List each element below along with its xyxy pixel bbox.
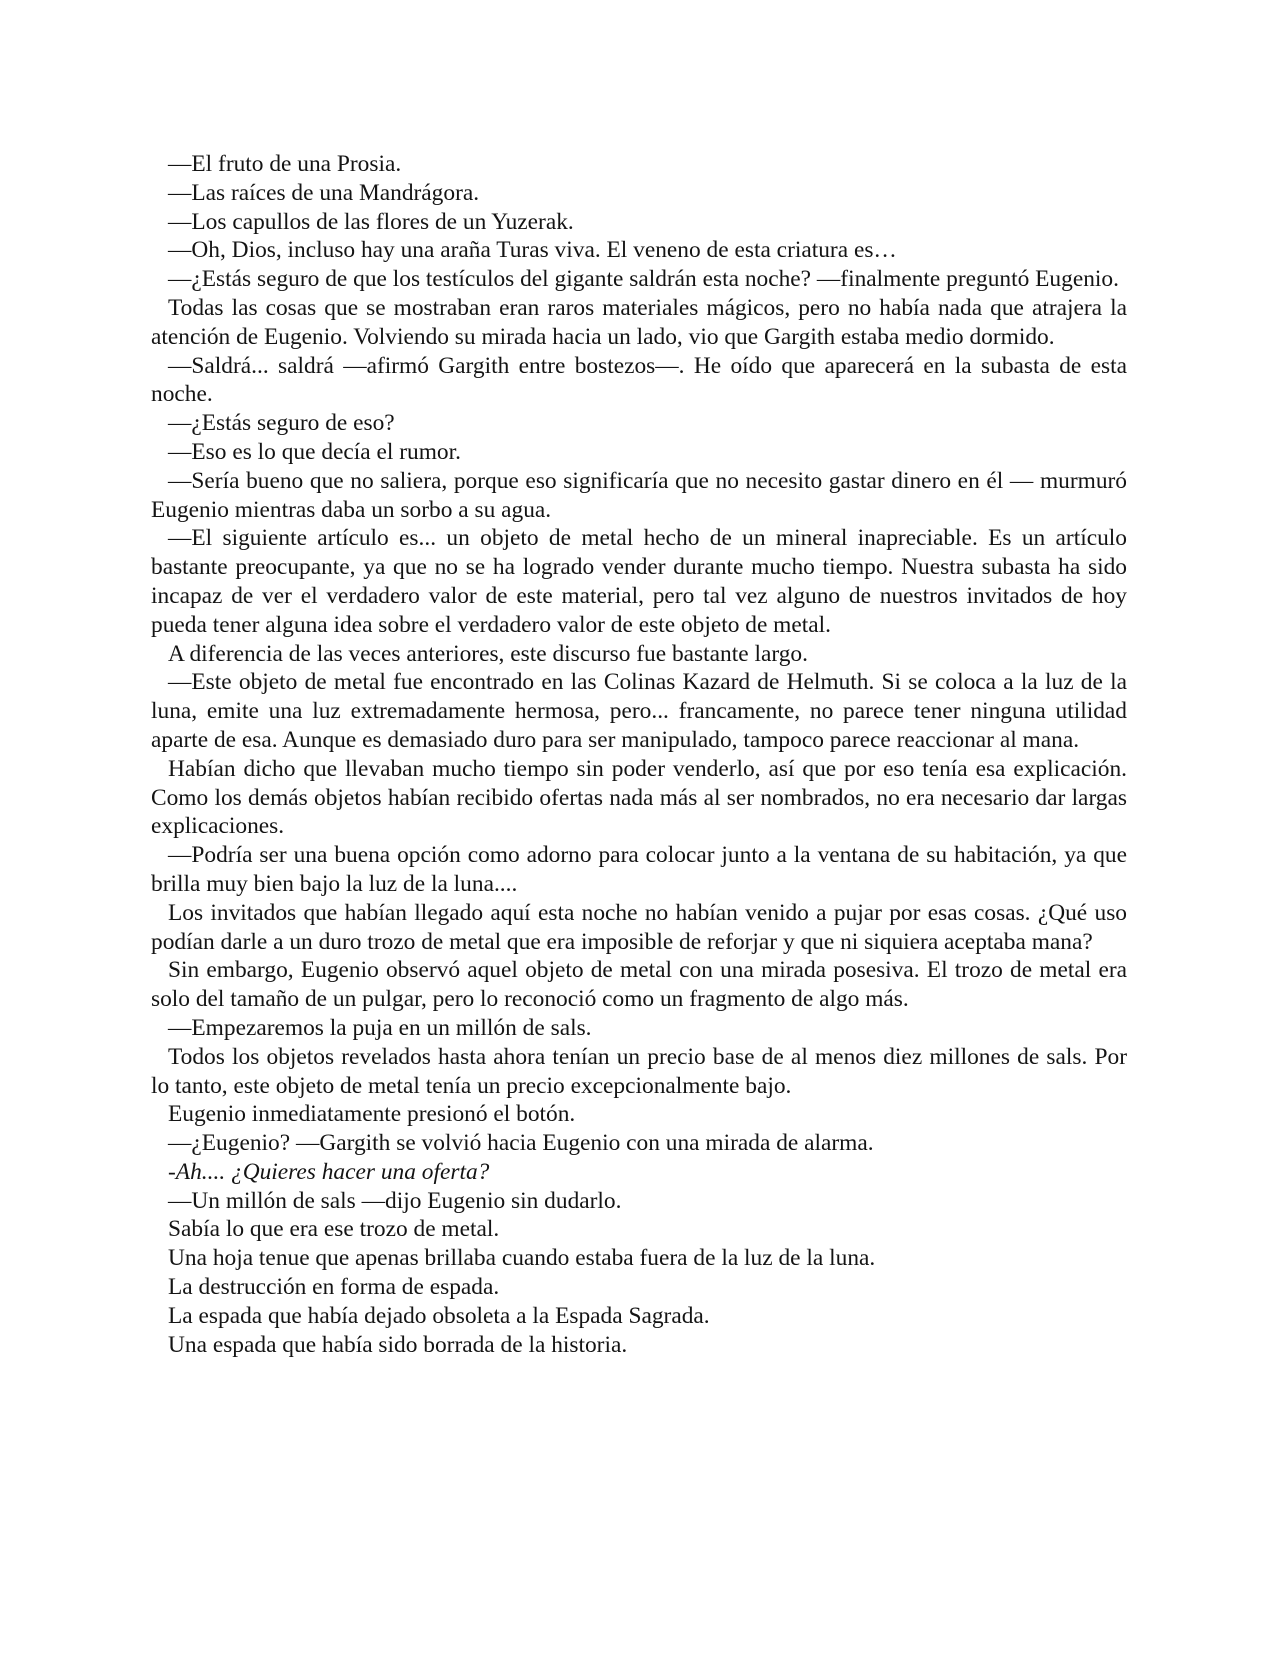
document-page: [151, 150, 1127, 1359]
paragraph: Habían dicho que llevaban mucho tiempo sin poder venderlo, así que por eso tenía esa explicación. Como los demás objetos habían recibido ofertas nada más al ser nombrados, no era necesario dar largas explicaciones.: [151, 755, 1127, 840]
paragraph: —Podría ser una buena opción como adorno para colocar junto a la ventana de su habitación, ya que brilla muy bien bajo la luz de la luna....: [151, 842, 1127, 897]
paragraph: Sin embargo, Eugenio observó aquel objeto de metal con una mirada posesiva. El trozo de metal era solo del tamaño de un pulgar, pero lo reconoció como un fragmento de algo más.: [151, 957, 1127, 1013]
paragraph: —Un millón de sals —dijo Eugenio sin dudarlo.: [168, 1187, 622, 1214]
paragraph: La destrucción en forma de espada.: [168, 1274, 500, 1301]
paragraph: —¿Estás seguro de que los testículos del gigante saldrán esta noche? —finalmente preguntó Eugenio.: [168, 266, 1119, 293]
paragraph: —Las raíces de una Mandrágora.: [168, 179, 480, 206]
paragraph: —¿Estás seguro de eso?: [168, 410, 395, 437]
paragraph: —Los capullos de las flores de un Yuzerak.: [168, 208, 574, 235]
paragraph: A diferencia de las veces anteriores, este discurso fue bastante largo.: [168, 640, 808, 667]
paragraph: Una espada que había sido borrada de la historia.: [168, 1331, 628, 1358]
paragraph: —Eso es lo que decía el rumor.: [168, 438, 461, 465]
paragraph: —Empezaremos la puja en un millón de sals.: [168, 1014, 592, 1041]
paragraph: —Este objeto de metal fue encontrado en las Colinas Kazard de Helmuth. Si se coloca a la luz de la luna, emite una luz extremadamente hermosa, pero... francamente, no parece tener ninguna utilidad aparte de esa. Aunque es demasiado duro para ser manipulado, tampoco parece reaccionar al mana.: [151, 669, 1127, 753]
paragraph: Una hoja tenue que apenas brillaba cuando estaba fuera de la luz de la luna.: [168, 1245, 876, 1272]
paragraph: Eugenio inmediatamente presionó el botón.: [168, 1101, 576, 1128]
paragraph: Todas las cosas que se mostraban eran raros materiales mágicos, pero no había nada que atrajera la atención de Eugenio. Volviendo su mirada hacia un lado, vio que Gargith estaba medio dormido.: [151, 294, 1127, 350]
paragraph: La espada que había dejado obsoleta a la Espada Sagrada.: [168, 1302, 710, 1329]
paragraph: Todos los objetos revelados hasta ahora tenían un precio base de al menos diez millones de sals. Por lo tanto, este objeto de metal tenía un precio excepcionalmente bajo.: [151, 1043, 1127, 1099]
paragraph: —¿Eugenio? —Gargith se volvió hacia Eugenio con una mirada de alarma.: [168, 1130, 874, 1157]
paragraph: —Oh, Dios, incluso hay una araña Turas viva. El veneno de esta criatura es…: [168, 237, 897, 264]
paragraph: —El fruto de una Prosia.: [168, 151, 402, 177]
paragraph: —Sería bueno que no saliera, porque eso significaría que no necesito gastar dinero en él — murmuró Eugenio mientras daba un sorbo a su agua.: [151, 467, 1127, 523]
paragraph: Los invitados que habían llegado aquí esta noche no habían venido a pujar por esas cosas. ¿Qué uso podían darle a un duro trozo de metal que era imposible de reforjar y que ni siquiera aceptaba mana?: [151, 899, 1127, 955]
paragraph: —Saldrá... saldrá —afirmó Gargith entre bostezos—. He oído que aparecerá en la subasta de esta noche.: [151, 352, 1127, 408]
paragraph: —El siguiente artículo es... un objeto de metal hecho de un mineral inapreciable. Es un artículo bastante preocupante, ya que no se ha logrado vender durante mucho tiempo. Nuestra subasta ha sido incapaz de ver el verdadero valor de este material, pero tal vez alguno de nuestros invitados de hoy pueda tener alguna idea sobre el verdadero valor de este objeto de metal.: [151, 525, 1127, 638]
paragraph: Sabía lo que era ese trozo de metal.: [168, 1216, 500, 1243]
paragraph: -Ah.... ¿Quieres hacer una oferta?: [168, 1158, 490, 1185]
